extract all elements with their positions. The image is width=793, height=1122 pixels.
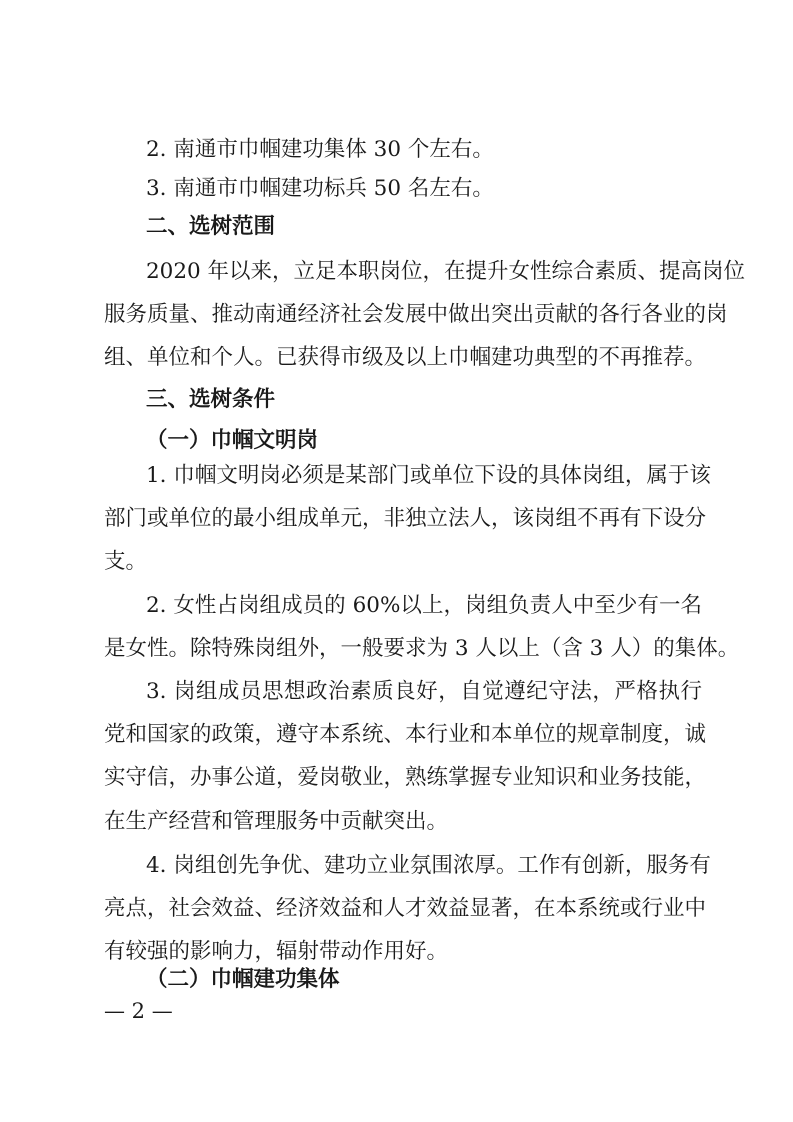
text-line: 3. 南通市巾帼建功标兵 50 名左右。 <box>146 176 494 201</box>
page-number: — 2 — <box>104 999 173 1023</box>
subsection-heading: （一）巾帼文明岗 <box>146 428 319 453</box>
text-line: 支。 <box>104 549 148 574</box>
text-line: 2020 年以来，立足本职岗位，在提升女性综合素质、提高岗位 <box>146 259 746 284</box>
text-line: 服务质量、推动南通经济社会发展中做出突出贡献的各行各业的岗 <box>104 302 728 327</box>
text-line: 有较强的影响力，辐射带动作用好。 <box>104 939 449 964</box>
text-line: 2. 女性占岗组成员的 60%以上，岗组负责人中至少有一名 <box>146 593 702 618</box>
text-line: 1. 巾帼文明岗必须是某部门或单位下设的具体岗组，属于该 <box>146 463 711 488</box>
text-line: 实守信，办事公道，爱岗敬业，熟练掌握专业知识和业务技能， <box>104 765 707 790</box>
subsection-heading: （二）巾帼建功集体 <box>146 967 340 992</box>
text-line: 4. 岗组创先争优、建功立业氛围浓厚。工作有创新，服务有 <box>146 853 711 878</box>
text-line: 在生产经营和管理服务中贡献突出。 <box>104 809 449 834</box>
text-line: 部门或单位的最小组成单元，非独立法人，该岗组不再有下设分 <box>104 506 707 531</box>
section-heading: 二、选树范围 <box>146 214 276 239</box>
text-line: 党和国家的政策，遵守本系统、本行业和本单位的规章制度，诚 <box>104 722 707 747</box>
text-line: 组、单位和个人。已获得市级及以上巾帼建功典型的不再推荐。 <box>104 345 707 370</box>
section-heading: 三、选树条件 <box>146 387 276 412</box>
text-line: 亮点，社会效益、经济效益和人才效益显著，在本系统或行业中 <box>104 896 707 921</box>
text-line: 2. 南通市巾帼建功集体 30 个左右。 <box>146 137 494 162</box>
text-line: 3. 岗组成员思想政治素质良好，自觉遵纪守法，严格执行 <box>146 679 702 704</box>
text-line: 是女性。除特殊岗组外，一般要求为 3 人以上（含 3 人）的集体。 <box>104 636 740 661</box>
